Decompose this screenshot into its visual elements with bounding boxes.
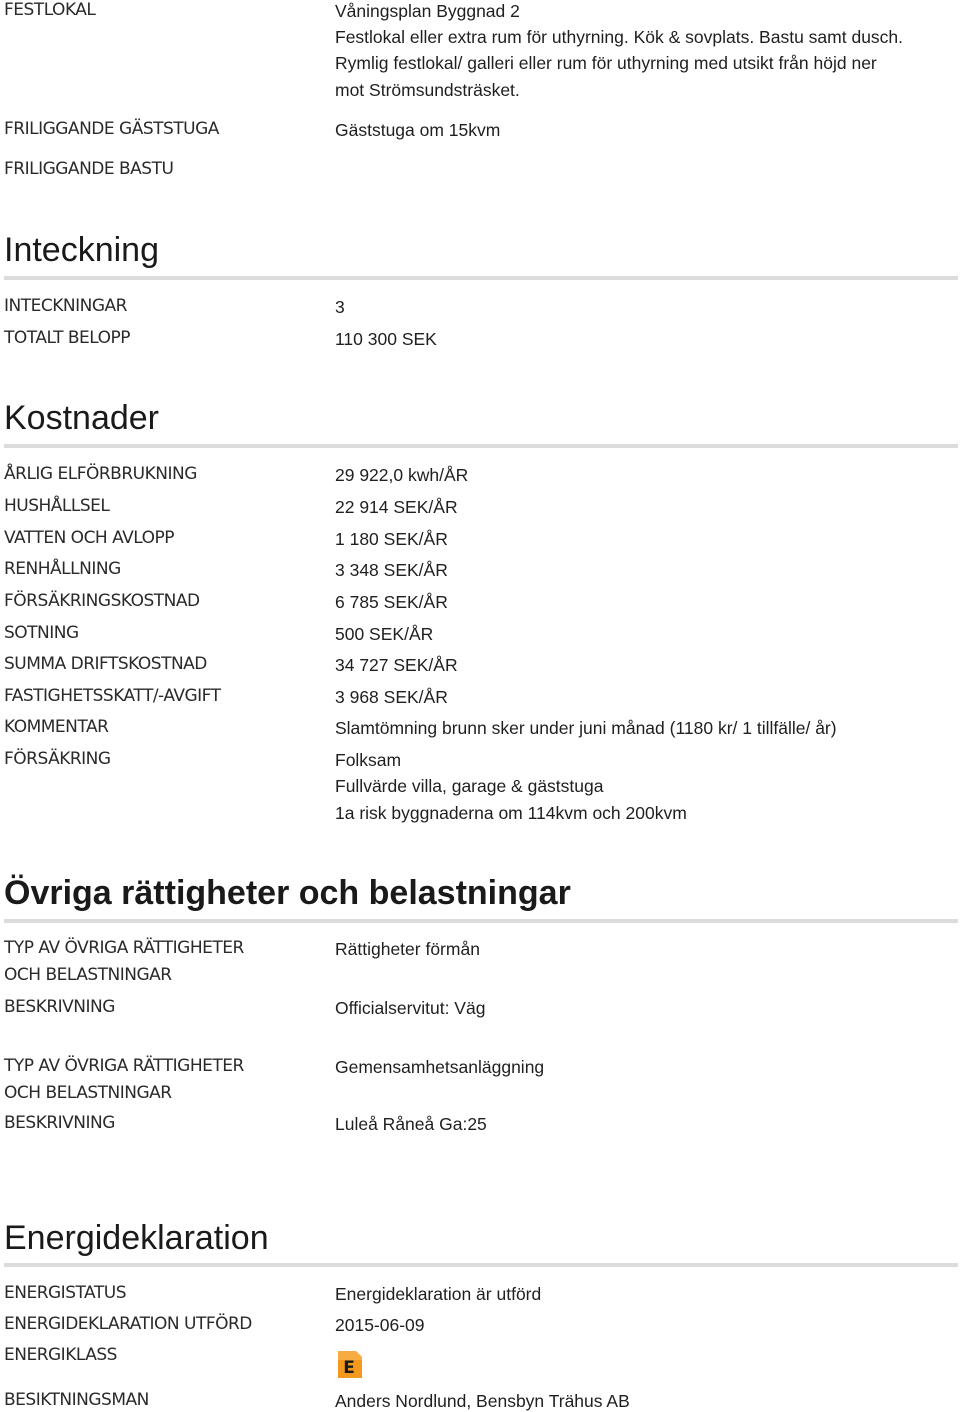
ovriga-1-type-value: Rättigheter förmån bbox=[335, 939, 480, 959]
energideklaration-utford-label: ENERGIDEKLARATION UTFÖRD bbox=[4, 1314, 252, 1334]
festlokal-line-2: Festlokal eller extra rum för uthyrning. Kök & sovplats. Bastu samt dusch. bbox=[335, 27, 904, 47]
besiktningsman-label: BESIKTNINGSMAN bbox=[4, 1390, 149, 1410]
inteckningar-label: INTECKNINGAR bbox=[4, 296, 127, 316]
ovriga-2-type-value: Gemensamhetsanläggning bbox=[335, 1057, 545, 1077]
gaststuga-value: Gäststuga om 15kvm bbox=[335, 120, 501, 140]
kostnader-heading: Kostnader bbox=[4, 399, 159, 437]
festlokal-line-4: mot Strömsundsträsket. bbox=[335, 80, 520, 100]
energi-divider bbox=[4, 1263, 958, 1267]
kommentar-value: Slamtömning brunn sker under juni månad (1180 kr/ 1 tillfälle/ år) bbox=[335, 718, 837, 738]
hushallsel-label: HUSHÅLLSEL bbox=[4, 496, 110, 516]
ovriga-1-desc-label: BESKRIVNING bbox=[4, 997, 115, 1017]
sotning-value: 500 SEK/ÅR bbox=[335, 624, 434, 644]
besiktningsman-value: Anders Nordlund, Bensbyn Trähus AB bbox=[335, 1391, 630, 1411]
energistatus-value: Energideklaration är utförd bbox=[335, 1284, 542, 1304]
energiklass-label: ENERGIKLASS bbox=[4, 1345, 117, 1365]
ovriga-2-type-label-line-1: TYP AV ÖVRIGA RÄTTIGHETER bbox=[4, 1056, 244, 1076]
energideklaration-utford-value: 2015-06-09 bbox=[335, 1315, 425, 1335]
inteckning-divider bbox=[4, 276, 958, 280]
inteckning-heading: Inteckning bbox=[4, 231, 159, 269]
festlokal-line-3: Rymlig festlokal/ galleri eller rum för uthyrning med utsikt från höjd ner bbox=[335, 53, 877, 73]
vatten-avlopp-value: 1 180 SEK/ÅR bbox=[335, 529, 448, 549]
kostnader-divider bbox=[4, 444, 958, 448]
fastighetsskatt-label: FASTIGHETSSKATT/-AVGIFT bbox=[4, 686, 221, 706]
energy-class-letter: E bbox=[343, 1358, 355, 1378]
ovriga-1-type-label-line-2: OCH BELASTNINGAR bbox=[4, 965, 172, 985]
inteckningar-value: 3 bbox=[335, 297, 345, 317]
kommentar-label: KOMMENTAR bbox=[4, 717, 109, 737]
summa-driftskostnad-value: 34 727 SEK/ÅR bbox=[335, 655, 458, 675]
ovriga-divider bbox=[4, 919, 958, 923]
energistatus-label: ENERGISTATUS bbox=[4, 1283, 126, 1303]
ovriga-heading: Övriga rättigheter och belastningar bbox=[4, 874, 571, 912]
forsakring-line-2: Fullvärde villa, garage & gäststuga bbox=[335, 776, 604, 796]
bastu-label: FRILIGGANDE BASTU bbox=[4, 159, 174, 179]
forsakring-line-3: 1a risk byggnaderna om 114kvm och 200kvm bbox=[335, 803, 687, 823]
festlokal-label: FESTLOKAL bbox=[4, 0, 96, 20]
summa-driftskostnad-label: SUMMA DRIFTSKOSTNAD bbox=[4, 654, 207, 674]
vatten-avlopp-label: VATTEN OCH AVLOPP bbox=[4, 528, 175, 548]
ovriga-2-desc-label: BESKRIVNING bbox=[4, 1113, 115, 1133]
renhallning-value: 3 348 SEK/ÅR bbox=[335, 560, 448, 580]
festlokal-line-1: Våningsplan Byggnad 2 bbox=[335, 1, 520, 21]
totalt-belopp-value: 110 300 SEK bbox=[335, 329, 437, 349]
hushallsel-value: 22 914 SEK/ÅR bbox=[335, 497, 458, 517]
elforbrukning-value: 29 922,0 kwh/ÅR bbox=[335, 465, 469, 485]
ovriga-1-desc-value: Officialservitut: Väg bbox=[335, 998, 486, 1018]
forsakringskostnad-value: 6 785 SEK/ÅR bbox=[335, 592, 448, 612]
totalt-belopp-label: TOTALT BELOPP bbox=[4, 328, 131, 348]
sotning-label: SOTNING bbox=[4, 623, 79, 643]
renhallning-label: RENHÅLLNING bbox=[4, 559, 121, 579]
forsakringskostnad-label: FÖRSÄKRINGSKOSTNAD bbox=[4, 591, 200, 611]
energi-heading: Energideklaration bbox=[4, 1219, 269, 1257]
ovriga-2-desc-value: Luleå Råneå Ga:25 bbox=[335, 1114, 487, 1134]
ovriga-1-type-label-line-1: TYP AV ÖVRIGA RÄTTIGHETER bbox=[4, 938, 244, 958]
forsakring-label: FÖRSÄKRING bbox=[4, 749, 111, 769]
forsakring-line-1: Folksam bbox=[335, 750, 402, 770]
fastighetsskatt-value: 3 968 SEK/ÅR bbox=[335, 687, 448, 707]
gaststuga-label: FRILIGGANDE GÄSTSTUGA bbox=[4, 119, 219, 139]
elforbrukning-label: ÅRLIG ELFÖRBRUKNING bbox=[4, 464, 197, 484]
energy-class-e-icon bbox=[336, 1350, 363, 1379]
ovriga-2-type-label-line-2: OCH BELASTNINGAR bbox=[4, 1083, 172, 1103]
